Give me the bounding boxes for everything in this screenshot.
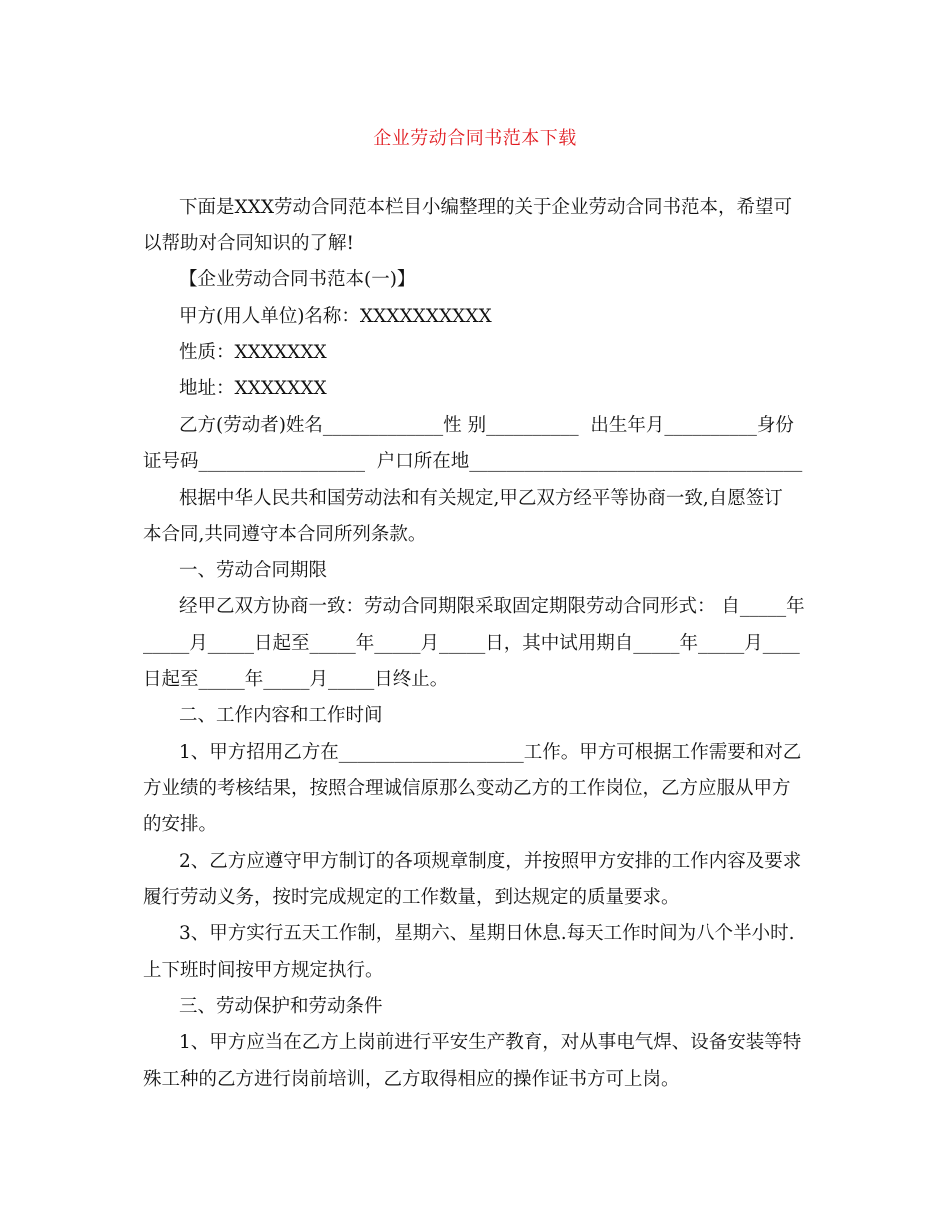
paragraph-line: 殊工种的乙方进行岗前培训，乙方取得相应的操作证书方可上岗。 [143,1069,680,1090]
paragraph-line: 的安排。 [143,814,218,835]
paragraph-line: 履行劳动义务，按时完成规定的工作数量，到达规定的质量要求。 [143,887,680,908]
field-line: 证号码__________________ 户口所在地____________________________________ [143,451,803,472]
field-line: 性质：XXXXXXX [179,342,327,363]
paragraph-line: 上下班时间按甲方规定执行。 [143,960,384,981]
section-heading: 一、劳动合同期限 [179,560,328,581]
paragraph-line: 经甲乙双方协商一致：劳动合同期限采取固定期限劳动合同形式： 自_____年 [179,596,805,617]
paragraph-line: 下面是XXX劳动合同范本栏目小编整理的关于企业劳动合同书范本，希望可 [179,197,793,218]
paragraph-line: 本合同,共同遵守本合同所列条款。 [143,524,427,545]
paragraph-line: _____月_____日起至_____年_____月_____日，其中试用期自_____年_____月____ [143,633,800,654]
paragraph-line: 日起至_____年_____月_____日终止。 [143,669,449,690]
field-line: 甲方(用人单位)名称：XXXXXXXXXX [179,306,492,327]
document-title: 企业劳动合同书范本下载 [373,128,577,149]
field-line: 地址：XXXXXXX [179,378,327,399]
paragraph-line: 1、甲方应当在乙方上岗前进行平安生产教育，对从事电气焊、设备安装等特 [179,1032,802,1053]
field-line: 乙方(劳动者)姓名_____________性 别__________ 出生年月__________身份 [179,415,794,436]
section-heading: 【企业劳动合同书范本(一)】 [179,269,416,290]
section-heading: 三、劳动保护和劳动条件 [179,996,383,1017]
paragraph-line: 根据中华人民共和国劳动法和有关规定,甲乙双方经平等协商一致,自愿签订 [179,488,783,509]
paragraph-line: 以帮助对合同知识的了解! [143,233,354,254]
paragraph-line: 3、甲方实行五天工作制，星期六、星期日休息.每天工作时间为八个半小时. [179,923,795,944]
paragraph-line: 1、甲方招用乙方在____________________工作。甲方可根据工作需要和对乙 [179,742,802,763]
paragraph-line: 方业绩的考核结果，按照合理诚信原那么变动乙方的工作岗位，乙方应服从甲方 [143,778,791,799]
paragraph-line: 2、乙方应遵守甲方制订的各项规章制度，并按照甲方安排的工作内容及要求 [179,851,802,872]
section-heading: 二、工作内容和工作时间 [179,705,383,726]
